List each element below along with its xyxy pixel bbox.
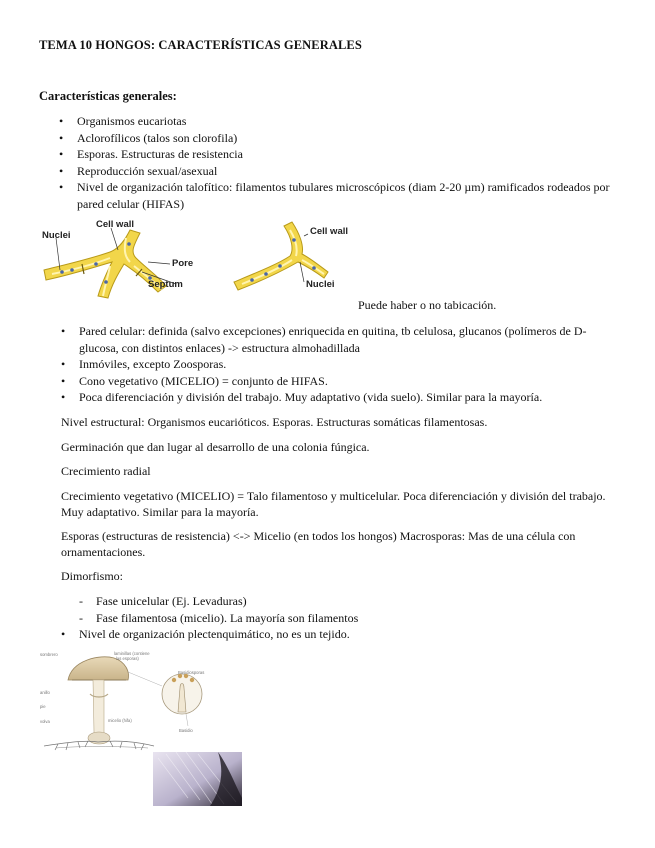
bullet-list-features	[59, 323, 619, 406]
label-nuclei-right: Nuclei	[306, 279, 335, 290]
list-item: • Cono vegetativo (MICELIO) = conjunto de HIFAS.	[59, 373, 619, 390]
list-item: • Aclorofílicos (talos son clorofila)	[57, 130, 617, 147]
bullet-list-general	[57, 113, 617, 213]
list-item: • Poca diferenciación y división del trabajo. Muy adaptativo (vida suelo). Similar para la mayoría.	[59, 389, 619, 406]
label-laminillas-2: las esporas)	[116, 656, 139, 661]
label-cell-wall-right: Cell wall	[310, 226, 349, 237]
hyphae-figure	[38, 212, 383, 302]
label-volva: volva	[40, 719, 50, 724]
figure-caption: Puede haber o no tabicación.	[358, 298, 497, 312]
septate-hypha-drawing	[42, 219, 193, 298]
label-laminillas: laminillas (contiene	[114, 651, 150, 656]
list-item: • Nivel de organización plectenquimático, no es un tejido.	[59, 626, 619, 643]
coenocytic-hypha-drawing	[234, 222, 348, 290]
label-nuclei-left: Nuclei	[42, 230, 71, 241]
micrograph-image	[153, 752, 242, 806]
page-title: TEMA 10 HONGOS: CARACTERÍSTICAS GENERALES	[39, 38, 362, 52]
section-heading: Características generales:	[39, 89, 177, 103]
list-item: • Organismos eucariotas	[57, 113, 617, 130]
list-item: - Fase unicelular (Ej. Levaduras)	[76, 593, 616, 610]
paragraph: Germinación que dan lugar al desarrollo de una colonia fúngica.	[61, 440, 370, 454]
list-item: • Inmóviles, excepto Zoosporas.	[59, 356, 619, 373]
label-septum: Septum	[148, 279, 183, 290]
label-basidiosporas: Basidiosporas	[178, 670, 205, 675]
paragraph: Nivel estructural: Organismos eucarióticos. Esporas. Estructuras somáticas filamentosas.	[61, 415, 488, 429]
label-pore: Pore	[172, 258, 194, 269]
list-item: • Pared celular: definida (salvo excepciones) enriquecida en quitina, tb celulosa, glucanos (polímeros de D-glucosa, con distintos enlaces) -> estructura almohadillada	[59, 323, 619, 356]
mushroom-drawing	[40, 651, 204, 750]
mushroom-figure	[38, 648, 243, 806]
list-item: • Nivel de organización talofítico: filamentos tubulares microscópicos (diam 2-20 µm) ramificados rodeados por pared celular (HIFAS)	[57, 179, 617, 212]
paragraph: Esporas (estructuras de resistencia) <-> Micelio (en todos los hongos) Macrosporas: Mas de una célula con ornamentaciones.	[61, 529, 576, 560]
list-item: • Esporas. Estructuras de resistencia	[57, 146, 617, 163]
paragraph: Crecimiento vegetativo (MICELIO) = Talo filamentoso y multicelular. Poca diferenciación y división del trabajo. Muy adaptativo. Similar para la mayoría.	[61, 489, 606, 520]
list-item: • Reproducción sexual/asexual	[57, 163, 617, 180]
list-item: - Fase filamentosa (micelio). La mayoría son filamentos	[76, 610, 616, 627]
label-micelio: micelio (hifa)	[108, 718, 132, 723]
bullet-list-plectenchyma	[59, 626, 619, 643]
dash-list-dimorphism	[76, 593, 616, 626]
paragraph: Crecimiento radial	[61, 464, 151, 478]
label-pie: pie	[40, 704, 46, 709]
label-anillo: anillo	[40, 690, 50, 695]
label-cell-wall-left: Cell wall	[96, 219, 135, 230]
paragraph: Dimorfismo:	[61, 569, 123, 583]
label-basidio: Basidio	[179, 728, 193, 733]
label-sombrero: sombrero	[40, 652, 58, 657]
